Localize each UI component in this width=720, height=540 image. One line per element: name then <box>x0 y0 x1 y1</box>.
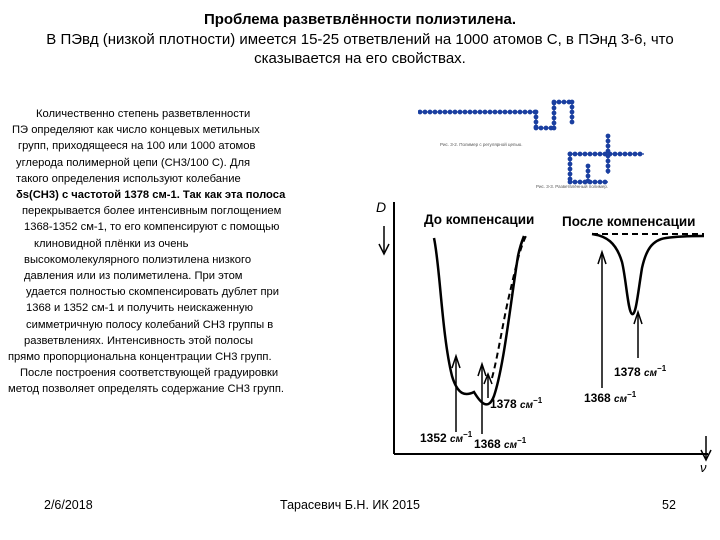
body-line: метод позволяет определять содержание СН3 групп. <box>8 383 285 396</box>
chain-atom <box>570 120 574 124</box>
body-line: разветвлениях. Интенсивность этой полосы <box>24 334 254 347</box>
chain-atom <box>628 152 632 156</box>
chain-atom <box>606 164 610 168</box>
chain-atom <box>586 169 590 173</box>
chain-atom <box>473 110 477 114</box>
chain-atom <box>570 110 574 114</box>
chain-atom <box>606 149 610 153</box>
body-line: давления или из полиметилена. При этом <box>24 270 243 283</box>
chain-atom <box>463 110 467 114</box>
chain-atom <box>534 126 538 130</box>
after-spectrum-curve <box>592 234 704 314</box>
chain-atom <box>586 174 590 178</box>
body-line: углерода полимерной цепи (СН3/100 С). Для <box>16 156 251 169</box>
chain-atom <box>613 152 617 156</box>
chain-atom <box>568 167 572 171</box>
footer-date: 2/6/2018 <box>44 498 93 512</box>
chain-atom <box>618 152 622 156</box>
chain-atom <box>483 110 487 114</box>
figure-caption-1: Рис. 3-2. Полимер с регулярной цепью. <box>440 142 523 147</box>
body-line: После построения соответствующей градуировки <box>20 367 279 380</box>
chain-atom <box>539 126 543 130</box>
body-line: такого определения используют колебание <box>16 172 241 185</box>
polymer-chain-figure <box>418 96 648 198</box>
body-line: перекрывается более интенсивным поглощением <box>22 205 282 218</box>
chain-atom <box>552 126 556 130</box>
chain-atom <box>633 152 637 156</box>
band-1368-label: 1368 $см^{-1}$ <box>474 436 527 451</box>
chain-atom <box>570 105 574 109</box>
body-line: удается полностью скомпенсировать дублет при <box>26 286 280 299</box>
footer-author: Тарасевич Б.Н. ИК 2015 <box>280 498 420 512</box>
body-line: групп, приходящееся на 100 или 1000 атомов <box>18 140 256 153</box>
before-spectrum-curve <box>434 236 524 404</box>
chain-atom <box>606 159 610 163</box>
chain-atom <box>488 110 492 114</box>
chain-atom <box>570 115 574 119</box>
band-1352-label: 1352 $см^{-1}$ <box>420 430 473 445</box>
before-compensation-label: До компенсации <box>424 212 535 227</box>
chain-atom <box>552 116 556 120</box>
chain-atom <box>606 134 610 138</box>
slide-title: Проблема разветвлённости полиэтилена. <box>203 11 517 28</box>
chain-atom <box>458 110 462 114</box>
slide-subtitle: В ПЭвд (низкой плотности) имеется 15-25 ответвлений на 1000 атомов С, в ПЭнд 3-6, что сказывается на его свойствах. <box>46 31 674 67</box>
chain-atom <box>508 110 512 114</box>
chain-atom <box>606 144 610 148</box>
after-compensation-label: После компенсации <box>562 214 696 229</box>
chain-atom <box>428 110 432 114</box>
chain-atom <box>552 106 556 110</box>
body-line: прямо пропорциональна концентрации СН3 групп. <box>8 351 272 364</box>
chain-atom <box>503 110 507 114</box>
footer-page-number: 52 <box>662 498 676 512</box>
chain-atom <box>588 152 592 156</box>
ir-spectra-figure <box>370 196 720 474</box>
chain-atom <box>552 121 556 125</box>
figure-caption-2: Рис. 3-3. Разветвлённый полимер. <box>536 184 609 189</box>
body-line: 1368-1352 см-1, то его компенсируют с помощью <box>24 221 280 234</box>
after-band-1378-label: 1378 $см^{-1}$ <box>614 364 667 379</box>
chain-atom <box>552 111 556 115</box>
chain-atom <box>534 120 538 124</box>
chain-atom <box>606 139 610 143</box>
body-line: высокомолекулярного полиэтилена низкого <box>24 253 252 266</box>
chain-atom <box>570 100 574 104</box>
chain-atom <box>568 162 572 166</box>
chain-atom <box>593 152 597 156</box>
chain-atom <box>493 110 497 114</box>
chain-atom <box>478 110 482 114</box>
chain-atom <box>586 179 590 183</box>
chain-atom <box>453 110 457 114</box>
body-line: симметричную полосу колебаний СН3 группы в <box>26 318 274 331</box>
body-text <box>8 106 360 398</box>
chain-atom <box>544 126 548 130</box>
body-line: 1368 и 1352 см-1 и получить неискаженную <box>26 302 253 315</box>
chain-atom <box>573 152 577 156</box>
chain-atom <box>438 110 442 114</box>
chain-atom <box>598 152 602 156</box>
after-band-1368-label: 1368 $см^{-1}$ <box>584 390 637 405</box>
chain-atom <box>557 100 561 104</box>
band-1378-label: 1378 $см^{-1}$ <box>490 396 543 411</box>
chain-atom <box>448 110 452 114</box>
chain-atom <box>638 152 642 156</box>
chain-atom <box>498 110 502 114</box>
x-axis-label: ν <box>700 460 707 474</box>
chain-atom <box>606 154 610 158</box>
chain-atom <box>433 110 437 114</box>
body-line: δs(СН3) с частотой 1378 см-1. Так как эта полоса <box>16 189 286 202</box>
chain-atom <box>562 100 566 104</box>
chain-atom <box>528 110 532 114</box>
slide-title-block <box>0 10 720 68</box>
body-line: клиновидной плёнки из очень <box>34 237 189 250</box>
chain-atom <box>443 110 447 114</box>
chain-atom <box>568 157 572 161</box>
chain-atom <box>586 164 590 168</box>
chain-atom <box>523 110 527 114</box>
chain-atom <box>534 110 538 114</box>
y-axis-label: D <box>376 199 387 215</box>
body-line: Количественно степень разветвленности <box>36 108 251 120</box>
chain-atom <box>583 152 587 156</box>
chain-atom <box>423 110 427 114</box>
chain-atom <box>513 110 517 114</box>
before-dashed-curve <box>492 236 526 378</box>
chain-atom <box>623 152 627 156</box>
chain-atom <box>468 110 472 114</box>
chain-atom <box>568 172 572 176</box>
chain-atom <box>418 110 422 114</box>
chain-atom <box>606 169 610 173</box>
chain-atom <box>518 110 522 114</box>
chain-atom <box>552 100 556 104</box>
chain-atom <box>568 152 572 156</box>
chain-atom <box>578 152 582 156</box>
body-line: ПЭ определяют как число концевых метильных <box>12 124 260 137</box>
chain-atom <box>534 115 538 119</box>
